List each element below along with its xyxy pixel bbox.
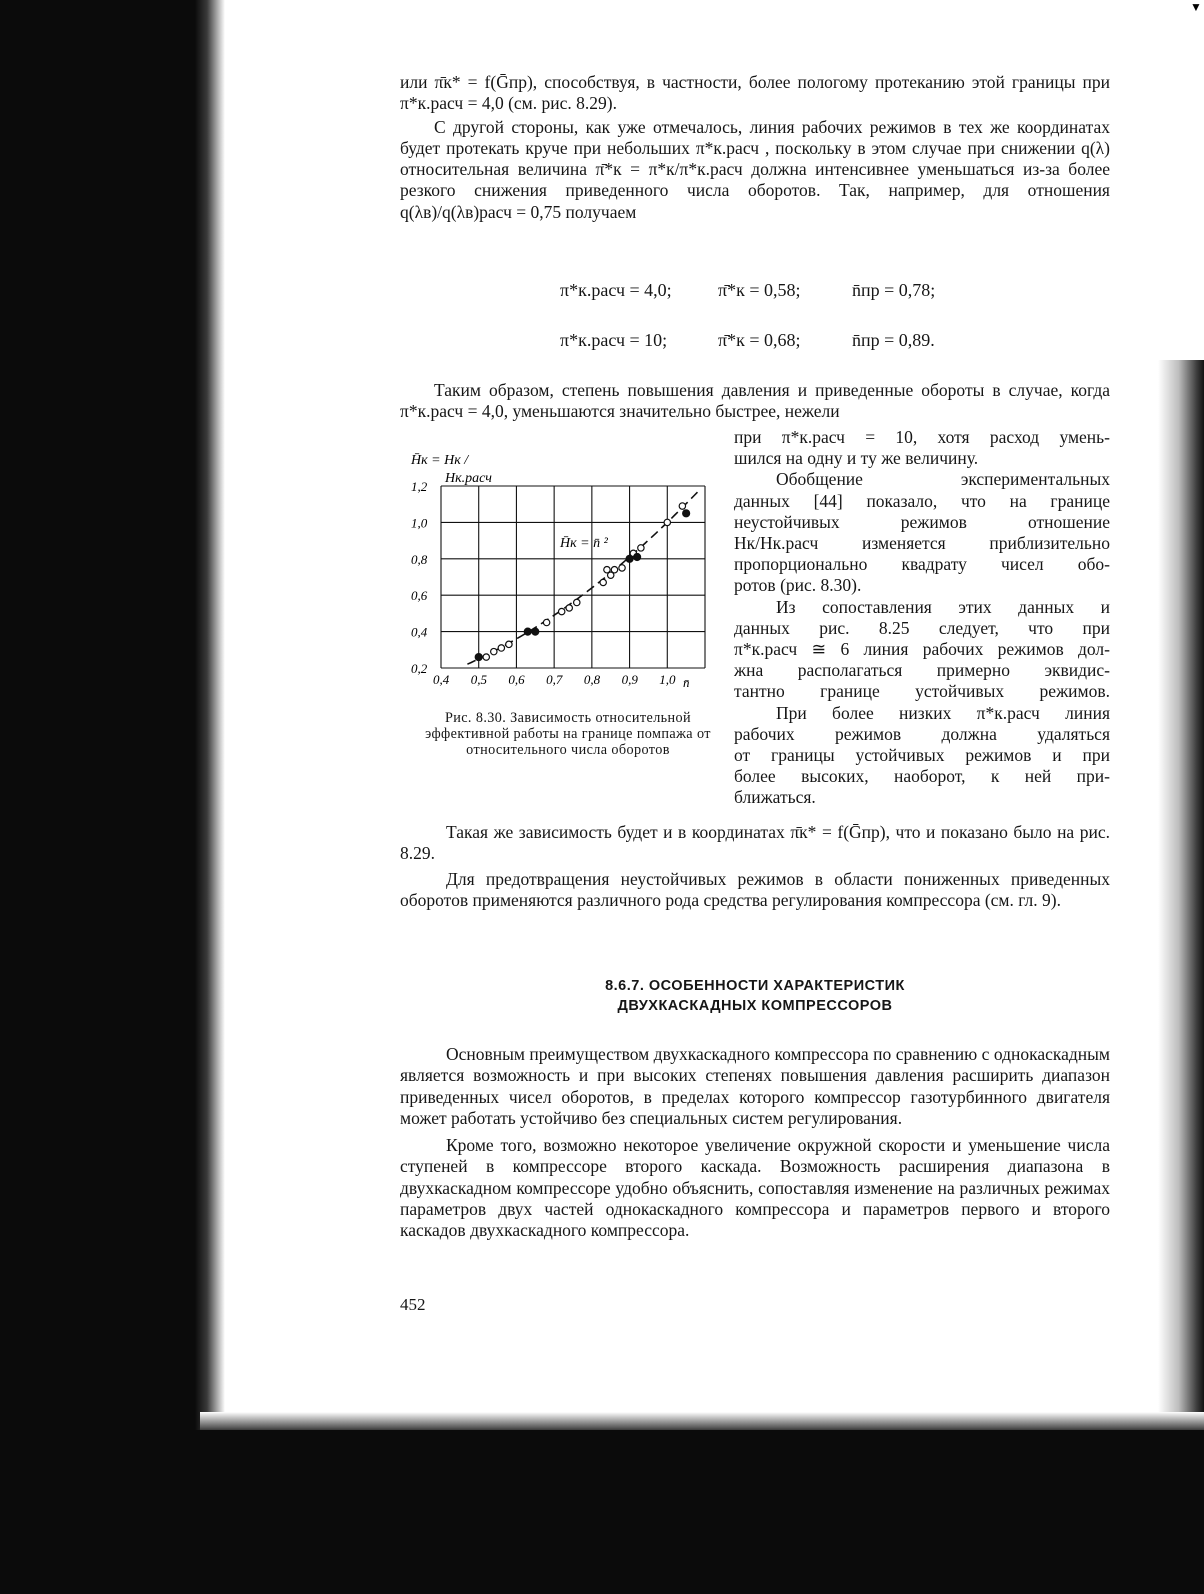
- side-line: ближаться.: [734, 787, 816, 808]
- data-point-open: [638, 545, 644, 551]
- side-line: Обобщение экспериментальных: [776, 469, 1110, 490]
- data-point-filled: [475, 653, 482, 660]
- side-line: шился на одну и ту же величину.: [734, 448, 979, 469]
- side-line: при π*к.расч = 10, хотя расход умень-: [734, 427, 1110, 447]
- chart-ticks: [411, 479, 676, 687]
- data-point-open: [491, 648, 497, 654]
- formula-cell: n̄пр = 0,78;: [852, 280, 936, 300]
- data-point-filled: [683, 510, 690, 517]
- x-tick-label: 0,6: [508, 672, 525, 687]
- side-line: рабочих режимов должна удаляться: [734, 723, 1110, 744]
- scan-shadow-left-edge: [195, 0, 225, 1594]
- text-block-thus: [400, 380, 1110, 423]
- side-line: данных рис. 8.25 следует, что при: [734, 617, 1110, 638]
- data-point-open: [543, 619, 549, 625]
- text-block-after-figure: [400, 822, 1110, 911]
- formula-cell: π*к.расч = 4,0;: [560, 280, 672, 300]
- data-point-open: [483, 654, 489, 660]
- data-points: [475, 503, 690, 661]
- x-tick-label: 0,8: [583, 672, 601, 687]
- curve-h-equals-n-squared: [467, 492, 697, 664]
- data-point-open: [574, 599, 580, 605]
- paragraph: Такая же зависимость будет и в координатах π̄к* = f(Ḡпр), что и показано было на рис. 8.29.: [400, 822, 1110, 864]
- chart-grid: [441, 486, 705, 668]
- scan-shadow-bottom: [0, 1430, 1204, 1594]
- figure-caption: Рис. 8.30. Зависимость относительной эффективной работы на границе помпажа от относительного числа оборотов: [425, 710, 711, 758]
- y-axis-label-bottom: Hк.расч: [445, 471, 492, 486]
- side-line: ротов (рис. 8.30).: [734, 575, 862, 596]
- data-point-open: [558, 608, 564, 614]
- data-point-filled: [532, 628, 539, 635]
- data-point-open: [566, 605, 572, 611]
- corner-mark: ▼: [1190, 0, 1202, 14]
- data-point-open: [506, 641, 512, 647]
- data-point-open: [619, 565, 625, 571]
- y-tick-label: 0,8: [411, 551, 428, 567]
- data-point-filled: [626, 555, 633, 562]
- side-line: данных [44] показало, что на границе: [734, 490, 1110, 511]
- side-line: тантно границе устойчивых режимов.: [734, 681, 1110, 702]
- figure-8-30-chart: [405, 440, 715, 700]
- paragraph: Для предотвращения неустойчивых режимов в области пониженных приведенных оборотов применяются различного рода средства регулирования компрессора (см. гл. 9).: [400, 868, 1110, 910]
- side-line: При более низких π*к.расч линия: [776, 702, 1110, 723]
- side-line: жна располагаться примерно эквидис-: [734, 660, 1110, 681]
- x-tick-label: 1,0: [659, 672, 676, 687]
- side-line: от границы устойчивых режимов и при: [734, 745, 1110, 766]
- paragraph: Основным преимуществом двухкаскадного компрессора по сравнению с однокаскадным является возможность и при высоких степенях повышения давления расширить диапазон приведенных чисел оборотов, в пределах которого компрессор газотурбинного двигателя может работать устойчиво без специальных систем регулирования.: [400, 1044, 1110, 1128]
- y-axis-label-top: H̄к = Hк /: [411, 453, 469, 468]
- side-line: более высоких, наоборот, к ней при-: [734, 766, 1110, 787]
- y-tick-label: 0,4: [411, 624, 428, 640]
- data-point-open: [679, 503, 685, 509]
- top-text-block: [400, 72, 1110, 223]
- formula-cell: π̄*к = 0,68;: [718, 330, 801, 350]
- page-number: 452: [400, 1295, 426, 1314]
- data-point-open: [498, 645, 504, 651]
- y-tick-label: 0,2: [411, 661, 428, 676]
- data-point-open: [600, 579, 606, 585]
- side-line: неустойчивых режимов отношение: [734, 511, 1110, 532]
- side-line: Hк/Hк.расч изменяется приблизительно: [734, 533, 1110, 554]
- side-line: пропорционально квадрату чисел обо-: [734, 554, 1110, 575]
- side-line: Из сопоставления этих данных и: [776, 596, 1110, 617]
- paragraph: Таким образом, степень повышения давления и приведенные обороты в случае, когда π*к.расч = 4,0, уменьшаются значительно быстрее, нежели: [400, 380, 1110, 422]
- y-tick-label: 1,0: [411, 515, 428, 531]
- x-tick-label: 0,7: [546, 672, 563, 687]
- paragraph: Кроме того, возможно некоторое увеличение окружной скорости и уменьшение числа ступеней в компрессоре второго каскада. Возможность расширения диапазона в двухкаскадном компрессоре удобно объяснить, сопоставляя изменение на различных режимах параметров двух частей однокаскадного компрессора и параметров первого и второго каскадов двухкаскадного компрессора.: [400, 1135, 1110, 1241]
- data-point-open: [664, 519, 670, 525]
- data-point-open: [604, 567, 610, 573]
- x-tick-label: 0,4: [433, 672, 450, 687]
- section-heading-line: 8.6.7. ОСОБЕННОСТИ ХАРАКТЕРИСТИК: [605, 978, 905, 994]
- data-point-filled: [524, 628, 531, 635]
- data-point-filled: [634, 553, 641, 560]
- side-line: π*к.расч ≅ 6 линия рабочих режимов дол-: [734, 639, 1110, 660]
- side-column: [734, 427, 1110, 809]
- curve-label: H̄к = n̄ ²: [560, 536, 608, 551]
- data-point-open: [611, 567, 617, 573]
- section-heading: [400, 976, 1110, 1016]
- paragraph: или π̄к* = f(Ḡпр), способствуя, в частности, более пологому протеканию этой границы при π*к.расч = 4,0 (см. рис. 8.29).: [400, 72, 1110, 114]
- scan-shadow-left: [0, 0, 210, 1594]
- y-tick-label: 1,2: [411, 479, 428, 494]
- y-tick-label: 0,6: [411, 588, 428, 604]
- formula-cell: π*к.расч = 10;: [560, 330, 668, 350]
- x-tick-label: 0,5: [470, 672, 487, 687]
- paragraph: С другой стороны, как уже отмечалось, линия рабочих режимов в тех же координатах будет протекать круче при небольших π*к.расч , поскольку в этом случае при снижении q(λ) относительная величина π̄*к = π*к/π*к.расч должна интенсивнее уменьшаться из-за более резкого снижения приведенного числа оборотов. Так, например, для отношения q(λв)/q(λв)расч = 0,75 получаем: [400, 116, 1110, 222]
- x-axis-label: n̄: [683, 675, 690, 690]
- section-heading-line: ДВУХКАСКАДНЫХ КОМПРЕССОРОВ: [617, 998, 893, 1014]
- x-tick-label: 0,9: [621, 672, 638, 687]
- text-block-main: [400, 1044, 1110, 1242]
- scan-shadow-right: [1158, 360, 1204, 1430]
- formula-cell: π̄*к = 0,58;: [718, 280, 801, 300]
- formula-cell: n̄пр = 0,89.: [852, 330, 935, 350]
